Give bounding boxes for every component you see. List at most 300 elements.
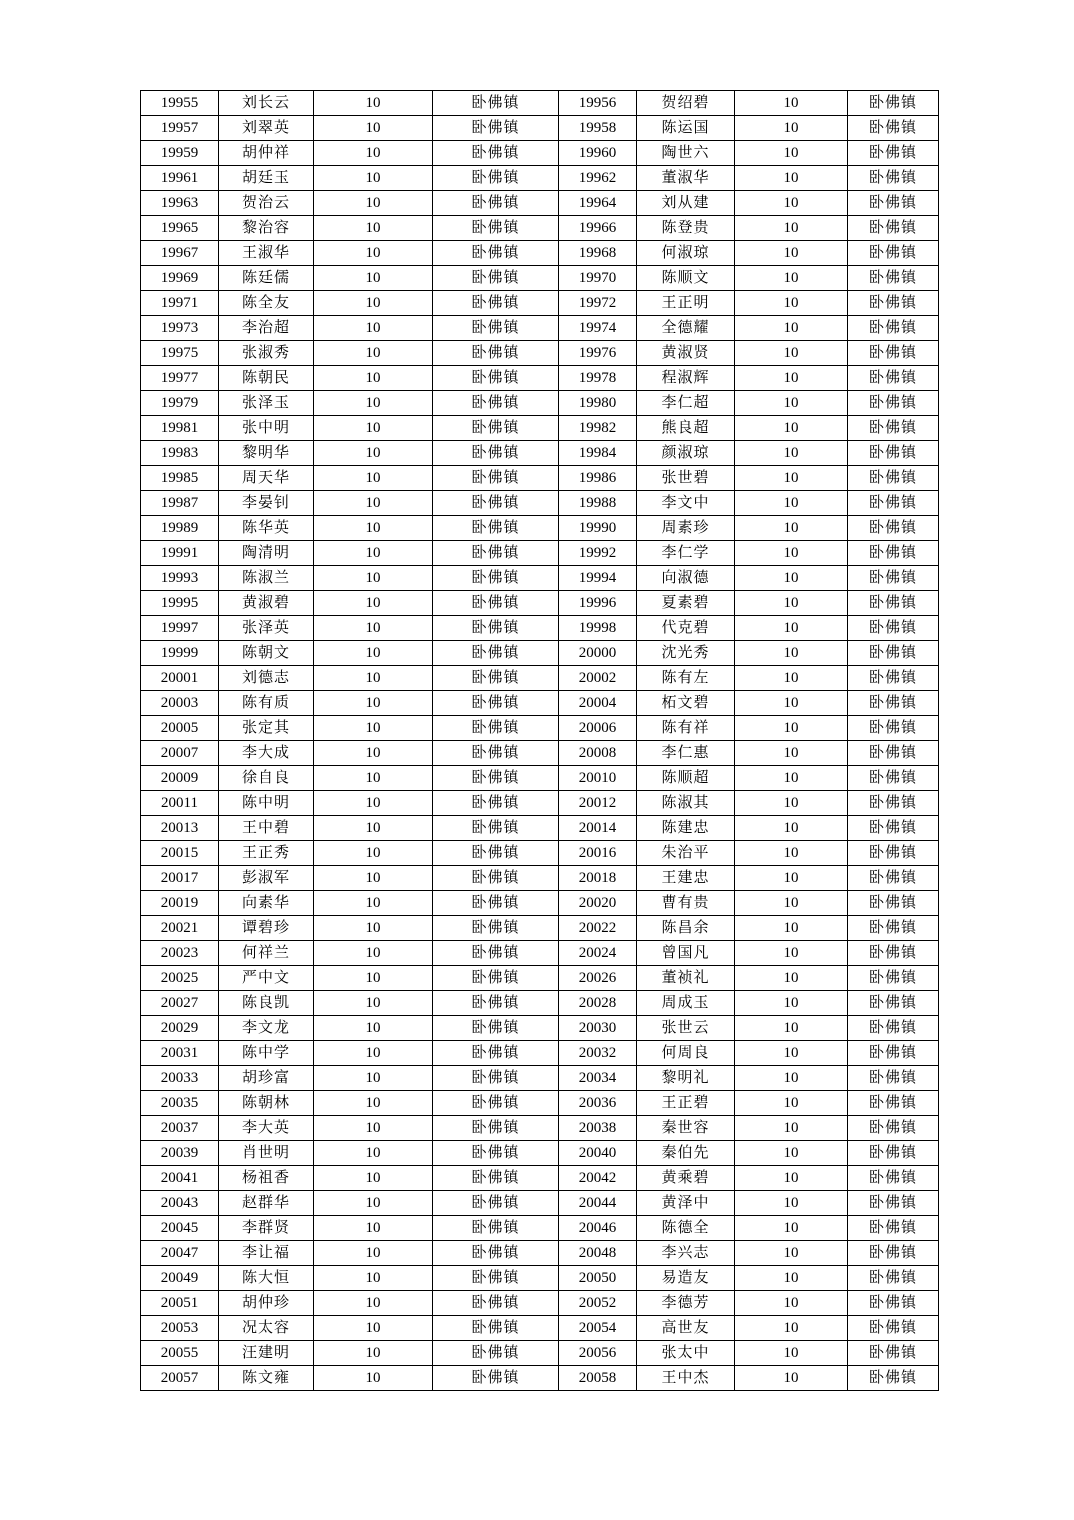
record-id: 20024 [559, 941, 637, 966]
table-row [141, 1291, 939, 1316]
record-id: 19967 [141, 241, 219, 266]
record-id: 19981 [141, 416, 219, 441]
amount: 10 [735, 216, 848, 241]
record-id: 19979 [141, 391, 219, 416]
record-id: 20042 [559, 1166, 637, 1191]
town-name: 卧佛镇 [433, 266, 559, 291]
person-name: 张世云 [637, 1016, 735, 1041]
table-row [141, 891, 939, 916]
person-name: 谭碧珍 [219, 916, 314, 941]
record-id: 19968 [559, 241, 637, 266]
record-id: 20022 [559, 916, 637, 941]
amount: 10 [735, 1016, 848, 1041]
person-name: 黎明华 [219, 441, 314, 466]
person-name: 黎明礼 [637, 1066, 735, 1091]
table-row [141, 641, 939, 666]
record-id: 20019 [141, 891, 219, 916]
person-name: 张定其 [219, 716, 314, 741]
table-row [141, 91, 939, 116]
amount: 10 [314, 666, 433, 691]
person-name: 陈廷儒 [219, 266, 314, 291]
amount: 10 [314, 866, 433, 891]
record-id: 19987 [141, 491, 219, 516]
person-name: 张中明 [219, 416, 314, 441]
amount: 10 [735, 916, 848, 941]
amount: 10 [314, 766, 433, 791]
town-name: 卧佛镇 [433, 1041, 559, 1066]
record-id: 20049 [141, 1266, 219, 1291]
record-id: 19998 [559, 616, 637, 641]
amount: 10 [314, 341, 433, 366]
record-id: 20051 [141, 1291, 219, 1316]
person-name: 李群贤 [219, 1216, 314, 1241]
person-name: 胡仲祥 [219, 141, 314, 166]
table-row [141, 966, 939, 991]
person-name: 代克碧 [637, 616, 735, 641]
person-name: 黄淑贤 [637, 341, 735, 366]
person-name: 张淑秀 [219, 341, 314, 366]
record-id: 19982 [559, 416, 637, 441]
record-id: 20017 [141, 866, 219, 891]
amount: 10 [314, 1266, 433, 1291]
record-id: 20023 [141, 941, 219, 966]
person-name: 熊良超 [637, 416, 735, 441]
record-id: 20041 [141, 1166, 219, 1191]
person-name: 李大英 [219, 1116, 314, 1141]
table-row [141, 1041, 939, 1066]
table-row [141, 541, 939, 566]
person-name: 陈华英 [219, 516, 314, 541]
record-id: 19958 [559, 116, 637, 141]
town-name: 卧佛镇 [433, 1266, 559, 1291]
amount: 10 [735, 1366, 848, 1391]
town-name: 卧佛镇 [848, 1316, 939, 1341]
amount: 10 [314, 1291, 433, 1316]
amount: 10 [735, 691, 848, 716]
table-row [141, 1166, 939, 1191]
town-name: 卧佛镇 [433, 641, 559, 666]
town-name: 卧佛镇 [848, 541, 939, 566]
amount: 10 [735, 716, 848, 741]
person-name: 陈运国 [637, 116, 735, 141]
town-name: 卧佛镇 [433, 241, 559, 266]
record-id: 20002 [559, 666, 637, 691]
town-name: 卧佛镇 [848, 1341, 939, 1366]
amount: 10 [735, 416, 848, 441]
town-name: 卧佛镇 [433, 991, 559, 1016]
person-name: 夏素碧 [637, 591, 735, 616]
person-name: 李德芳 [637, 1291, 735, 1316]
person-name: 周素珍 [637, 516, 735, 541]
record-id: 20046 [559, 1216, 637, 1241]
person-name: 胡仲珍 [219, 1291, 314, 1316]
record-id: 20006 [559, 716, 637, 741]
amount: 10 [735, 1116, 848, 1141]
record-id: 19978 [559, 366, 637, 391]
amount: 10 [735, 591, 848, 616]
amount: 10 [314, 241, 433, 266]
amount: 10 [314, 591, 433, 616]
town-name: 卧佛镇 [433, 716, 559, 741]
amount: 10 [314, 1016, 433, 1041]
record-id: 20035 [141, 1091, 219, 1116]
record-id: 20021 [141, 916, 219, 941]
record-id: 19986 [559, 466, 637, 491]
record-id: 20053 [141, 1316, 219, 1341]
amount: 10 [735, 516, 848, 541]
town-name: 卧佛镇 [848, 1191, 939, 1216]
amount: 10 [314, 716, 433, 741]
town-name: 卧佛镇 [433, 1016, 559, 1041]
record-id: 19977 [141, 366, 219, 391]
table-row [141, 516, 939, 541]
table-row [141, 416, 939, 441]
person-name: 全德耀 [637, 316, 735, 341]
town-name: 卧佛镇 [848, 666, 939, 691]
town-name: 卧佛镇 [848, 1266, 939, 1291]
record-id: 20057 [141, 1366, 219, 1391]
town-name: 卧佛镇 [848, 1241, 939, 1266]
amount: 10 [314, 191, 433, 216]
amount: 10 [314, 466, 433, 491]
town-name: 卧佛镇 [848, 1366, 939, 1391]
person-name: 李仁学 [637, 541, 735, 566]
record-id: 20009 [141, 766, 219, 791]
amount: 10 [314, 516, 433, 541]
record-id: 20050 [559, 1266, 637, 1291]
amount: 10 [735, 1341, 848, 1366]
town-name: 卧佛镇 [433, 1241, 559, 1266]
record-id: 19973 [141, 316, 219, 341]
amount: 10 [314, 366, 433, 391]
person-name: 胡珍富 [219, 1066, 314, 1091]
amount: 10 [314, 441, 433, 466]
record-id: 20031 [141, 1041, 219, 1066]
person-name: 沈光秀 [637, 641, 735, 666]
town-name: 卧佛镇 [848, 766, 939, 791]
person-name: 陈顺超 [637, 766, 735, 791]
record-id: 19996 [559, 591, 637, 616]
record-id: 19992 [559, 541, 637, 566]
amount: 10 [735, 116, 848, 141]
person-name: 何祥兰 [219, 941, 314, 966]
record-id: 20011 [141, 791, 219, 816]
person-name: 黄乘碧 [637, 1166, 735, 1191]
amount: 10 [314, 1216, 433, 1241]
town-name: 卧佛镇 [848, 1066, 939, 1091]
person-name: 王中碧 [219, 816, 314, 841]
amount: 10 [735, 1241, 848, 1266]
amount: 10 [735, 1191, 848, 1216]
person-name: 何淑琼 [637, 241, 735, 266]
table-row [141, 216, 939, 241]
person-name: 贺绍碧 [637, 91, 735, 116]
amount: 10 [735, 1041, 848, 1066]
amount: 10 [314, 1191, 433, 1216]
town-name: 卧佛镇 [433, 891, 559, 916]
town-name: 卧佛镇 [433, 691, 559, 716]
town-name: 卧佛镇 [433, 816, 559, 841]
town-name: 卧佛镇 [848, 966, 939, 991]
table-row [141, 916, 939, 941]
town-name: 卧佛镇 [433, 141, 559, 166]
record-id: 20008 [559, 741, 637, 766]
town-name: 卧佛镇 [433, 116, 559, 141]
town-name: 卧佛镇 [848, 591, 939, 616]
person-name: 李文中 [637, 491, 735, 516]
person-name: 王中杰 [637, 1366, 735, 1391]
amount: 10 [314, 1041, 433, 1066]
amount: 10 [314, 691, 433, 716]
town-name: 卧佛镇 [433, 1216, 559, 1241]
record-id: 20048 [559, 1241, 637, 1266]
person-name: 陈大恒 [219, 1266, 314, 1291]
town-name: 卧佛镇 [848, 291, 939, 316]
town-name: 卧佛镇 [433, 766, 559, 791]
person-name: 董祯礼 [637, 966, 735, 991]
table-row [141, 1141, 939, 1166]
town-name: 卧佛镇 [848, 1166, 939, 1191]
person-name: 李兴志 [637, 1241, 735, 1266]
table-row [141, 241, 939, 266]
amount: 10 [314, 941, 433, 966]
person-name: 曹有贵 [637, 891, 735, 916]
person-name: 王淑华 [219, 241, 314, 266]
town-name: 卧佛镇 [848, 1291, 939, 1316]
table-row [141, 116, 939, 141]
town-name: 卧佛镇 [433, 1141, 559, 1166]
person-name: 陈中明 [219, 791, 314, 816]
amount: 10 [735, 341, 848, 366]
amount: 10 [314, 266, 433, 291]
person-name: 严中文 [219, 966, 314, 991]
person-name: 汪建明 [219, 1341, 314, 1366]
amount: 10 [735, 941, 848, 966]
table-row [141, 1116, 939, 1141]
person-name: 柘文碧 [637, 691, 735, 716]
record-id: 19984 [559, 441, 637, 466]
person-name: 肖世明 [219, 1141, 314, 1166]
person-name: 刘长云 [219, 91, 314, 116]
table-row [141, 616, 939, 641]
town-name: 卧佛镇 [848, 1041, 939, 1066]
record-id: 19989 [141, 516, 219, 541]
table-row [141, 1266, 939, 1291]
amount: 10 [314, 641, 433, 666]
table-row [141, 391, 939, 416]
town-name: 卧佛镇 [848, 166, 939, 191]
person-name: 刘德志 [219, 666, 314, 691]
amount: 10 [735, 566, 848, 591]
table-row [141, 191, 939, 216]
record-id: 20055 [141, 1341, 219, 1366]
record-id: 19955 [141, 91, 219, 116]
person-name: 陈建忠 [637, 816, 735, 841]
town-name: 卧佛镇 [433, 666, 559, 691]
town-name: 卧佛镇 [848, 391, 939, 416]
amount: 10 [314, 566, 433, 591]
town-name: 卧佛镇 [848, 1116, 939, 1141]
amount: 10 [735, 391, 848, 416]
amount: 10 [735, 541, 848, 566]
record-id: 20027 [141, 991, 219, 1016]
amount: 10 [735, 366, 848, 391]
record-id: 19962 [559, 166, 637, 191]
town-name: 卧佛镇 [433, 541, 559, 566]
person-name: 杨祖香 [219, 1166, 314, 1191]
person-name: 陈朝林 [219, 1091, 314, 1116]
person-name: 徐自良 [219, 766, 314, 791]
amount: 10 [314, 966, 433, 991]
town-name: 卧佛镇 [433, 916, 559, 941]
table-row [141, 1016, 939, 1041]
town-name: 卧佛镇 [848, 716, 939, 741]
person-name: 黄泽中 [637, 1191, 735, 1216]
town-name: 卧佛镇 [848, 916, 939, 941]
record-id: 19974 [559, 316, 637, 341]
record-id: 20000 [559, 641, 637, 666]
town-name: 卧佛镇 [433, 841, 559, 866]
amount: 10 [735, 91, 848, 116]
record-id: 20052 [559, 1291, 637, 1316]
town-name: 卧佛镇 [433, 366, 559, 391]
amount: 10 [735, 466, 848, 491]
town-name: 卧佛镇 [433, 1366, 559, 1391]
person-name: 董淑华 [637, 166, 735, 191]
table-row [141, 841, 939, 866]
town-name: 卧佛镇 [433, 91, 559, 116]
table-row [141, 166, 939, 191]
table-row [141, 791, 939, 816]
record-id: 19969 [141, 266, 219, 291]
person-name: 黎治容 [219, 216, 314, 241]
amount: 10 [314, 1066, 433, 1091]
record-id: 20028 [559, 991, 637, 1016]
table-row [141, 766, 939, 791]
record-id: 20012 [559, 791, 637, 816]
amount: 10 [314, 391, 433, 416]
town-name: 卧佛镇 [433, 1341, 559, 1366]
person-name: 况太容 [219, 1316, 314, 1341]
amount: 10 [735, 1141, 848, 1166]
record-id: 19994 [559, 566, 637, 591]
amount: 10 [735, 866, 848, 891]
town-name: 卧佛镇 [433, 1066, 559, 1091]
town-name: 卧佛镇 [848, 1216, 939, 1241]
record-id: 20016 [559, 841, 637, 866]
record-id: 19993 [141, 566, 219, 591]
person-name: 王正碧 [637, 1091, 735, 1116]
town-name: 卧佛镇 [848, 491, 939, 516]
amount: 10 [314, 316, 433, 341]
person-name: 易造友 [637, 1266, 735, 1291]
record-id: 19961 [141, 166, 219, 191]
amount: 10 [735, 491, 848, 516]
amount: 10 [735, 891, 848, 916]
person-name: 陈中学 [219, 1041, 314, 1066]
person-name: 王正秀 [219, 841, 314, 866]
record-id: 19970 [559, 266, 637, 291]
record-id: 20020 [559, 891, 637, 916]
town-name: 卧佛镇 [848, 691, 939, 716]
record-id: 19975 [141, 341, 219, 366]
person-name: 李大成 [219, 741, 314, 766]
record-id: 20030 [559, 1016, 637, 1041]
record-id: 19976 [559, 341, 637, 366]
person-name: 张泽玉 [219, 391, 314, 416]
table-row [141, 291, 939, 316]
amount: 10 [314, 216, 433, 241]
amount: 10 [314, 291, 433, 316]
person-name: 李仁惠 [637, 741, 735, 766]
amount: 10 [735, 791, 848, 816]
town-name: 卧佛镇 [848, 191, 939, 216]
record-id: 20033 [141, 1066, 219, 1091]
town-name: 卧佛镇 [433, 1166, 559, 1191]
table-row [141, 691, 939, 716]
record-id: 20010 [559, 766, 637, 791]
record-id: 19966 [559, 216, 637, 241]
amount: 10 [735, 316, 848, 341]
record-id: 20026 [559, 966, 637, 991]
amount: 10 [314, 841, 433, 866]
record-id: 20005 [141, 716, 219, 741]
person-name: 向淑德 [637, 566, 735, 591]
amount: 10 [735, 816, 848, 841]
person-name: 陈有质 [219, 691, 314, 716]
record-id: 20040 [559, 1141, 637, 1166]
table-row [141, 1241, 939, 1266]
amount: 10 [735, 191, 848, 216]
amount: 10 [735, 766, 848, 791]
table-row [141, 466, 939, 491]
records-table [140, 90, 939, 1391]
record-id: 19988 [559, 491, 637, 516]
table-row [141, 666, 939, 691]
amount: 10 [735, 1316, 848, 1341]
town-name: 卧佛镇 [433, 216, 559, 241]
person-name: 李仁超 [637, 391, 735, 416]
town-name: 卧佛镇 [848, 241, 939, 266]
town-name: 卧佛镇 [433, 516, 559, 541]
amount: 10 [735, 291, 848, 316]
amount: 10 [314, 741, 433, 766]
town-name: 卧佛镇 [433, 791, 559, 816]
amount: 10 [314, 491, 433, 516]
record-id: 19957 [141, 116, 219, 141]
person-name: 陈有祥 [637, 716, 735, 741]
person-name: 刘从建 [637, 191, 735, 216]
person-name: 陈淑兰 [219, 566, 314, 591]
amount: 10 [314, 541, 433, 566]
town-name: 卧佛镇 [848, 266, 939, 291]
table-row [141, 316, 939, 341]
town-name: 卧佛镇 [848, 566, 939, 591]
town-name: 卧佛镇 [848, 316, 939, 341]
person-name: 黄淑碧 [219, 591, 314, 616]
town-name: 卧佛镇 [848, 816, 939, 841]
person-name: 陈淑其 [637, 791, 735, 816]
person-name: 陈文雍 [219, 1366, 314, 1391]
amount: 10 [314, 141, 433, 166]
record-id: 19971 [141, 291, 219, 316]
person-name: 张太中 [637, 1341, 735, 1366]
record-id: 20047 [141, 1241, 219, 1266]
town-name: 卧佛镇 [433, 566, 559, 591]
table-row [141, 816, 939, 841]
person-name: 贺治云 [219, 191, 314, 216]
town-name: 卧佛镇 [848, 641, 939, 666]
